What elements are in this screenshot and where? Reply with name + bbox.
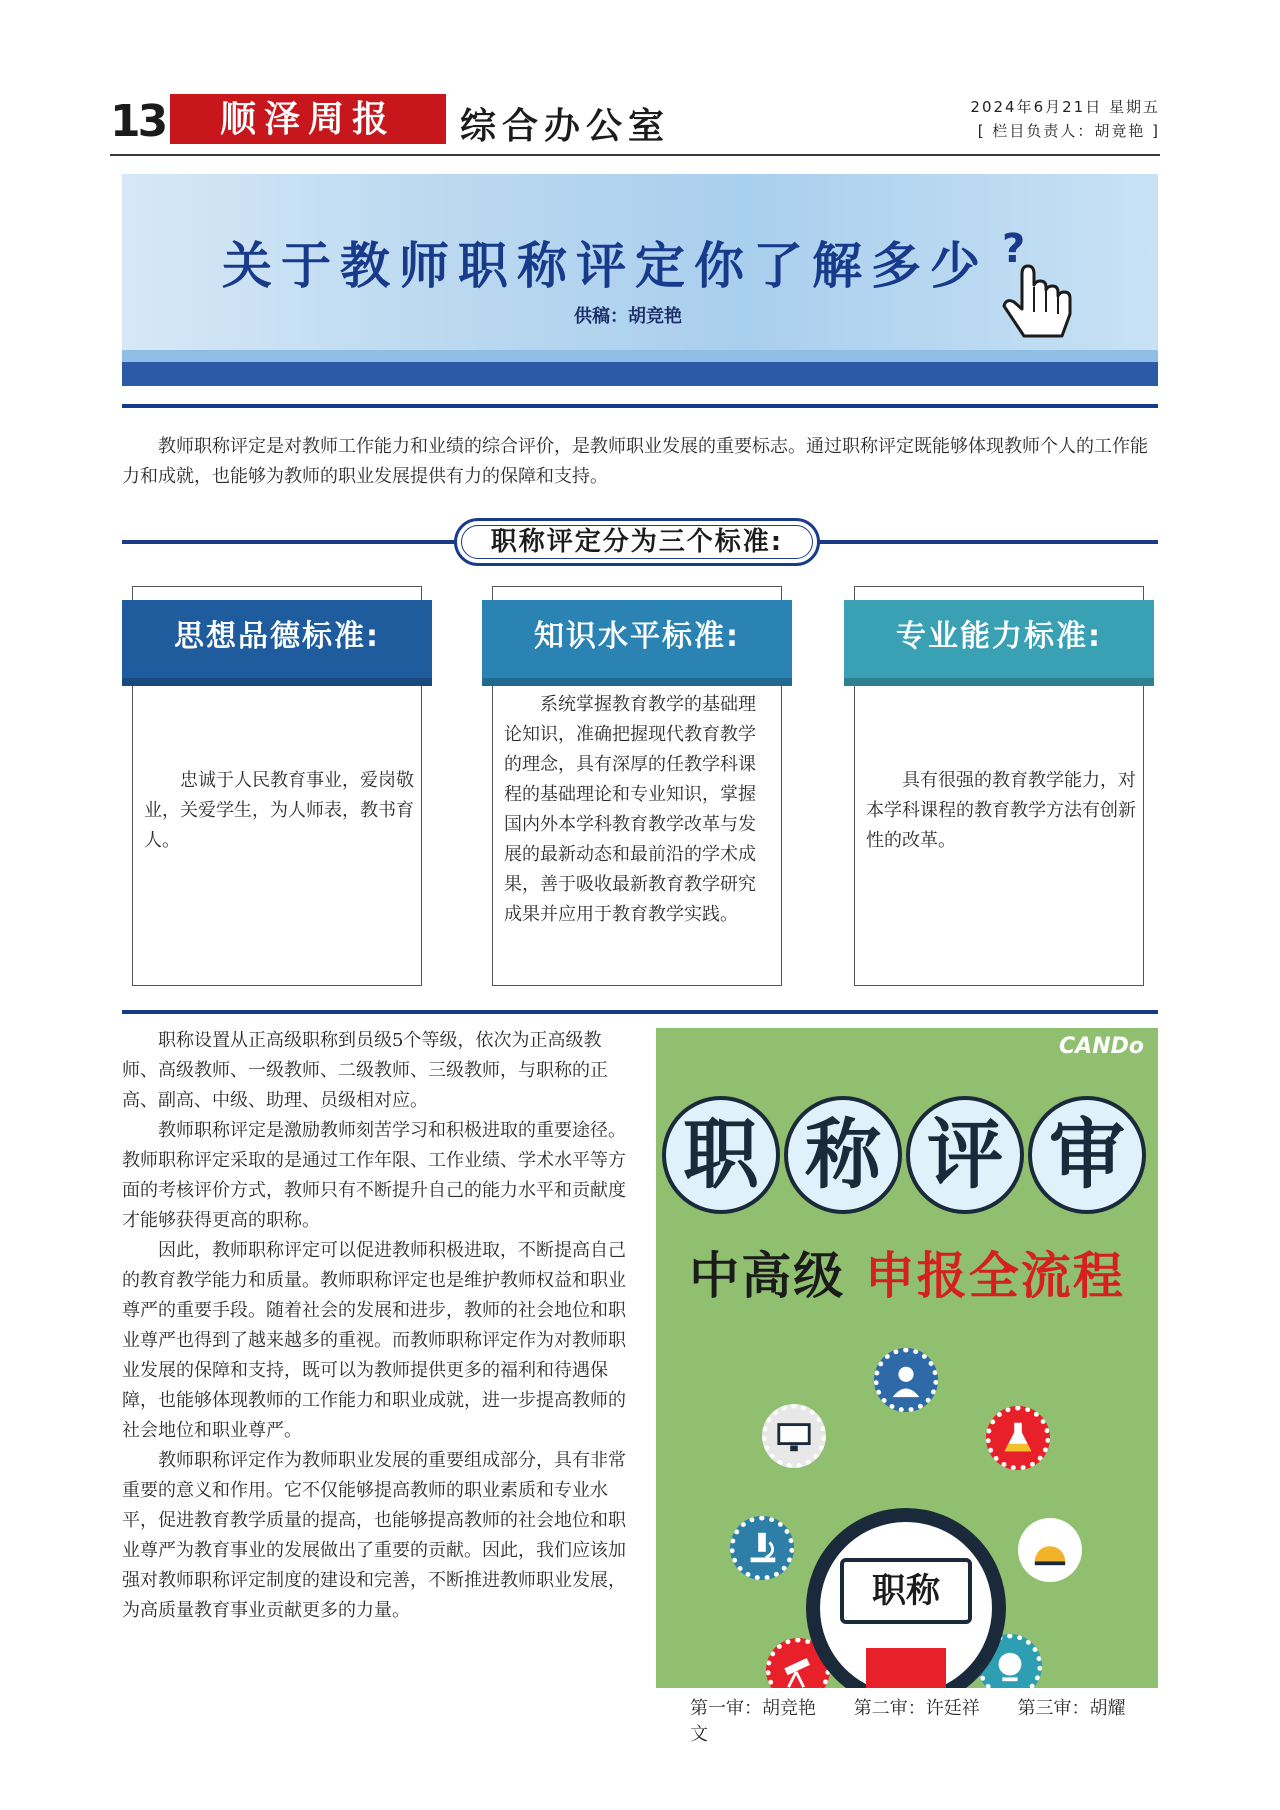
masthead — [110, 92, 1160, 154]
card-heading: 思想品德标准: — [122, 600, 432, 678]
card-heading: 专业能力标准: — [844, 600, 1154, 678]
poster-title — [662, 1096, 1152, 1216]
article-banner — [122, 174, 1158, 386]
article-body — [122, 1026, 628, 1626]
poster-char: 评 — [927, 1110, 1003, 1199]
section-name: 综合办公室 — [460, 106, 671, 147]
poster-book-label: 职称 — [840, 1558, 972, 1624]
pointing-hand-icon — [992, 254, 1092, 354]
monitor-icon — [762, 1404, 826, 1468]
issue-date: 2024年6月21日 星期五 — [970, 98, 1160, 116]
standard-card-morality — [122, 586, 417, 986]
poster-char: 称 — [805, 1110, 881, 1199]
card-body: 忠诚于人民教育事业，爱岗敬业，关爱学生，为人师表，教书育人。 — [144, 770, 414, 851]
article-credit: 供稿：胡竞艳 — [574, 306, 682, 327]
first-review: 第一审：胡竞艳 — [690, 1698, 816, 1719]
card-body: 系统掌握教育教学的基础理论知识，准确把握现代教育教学的理念，具有深厚的任教学科课程的基础理论和专业知识，掌握国内外本学科教育教学改革与发展的最新动态和最前沿的学术成果，善于吸收最新教育教学研究成果并应用于教育教学实践。 — [504, 694, 756, 925]
page-number: 13 — [110, 96, 166, 147]
poster-char-circle — [1028, 1096, 1146, 1214]
newspaper-brand: 顺泽周报 — [170, 94, 446, 144]
poster-logo: CANDo — [1059, 1034, 1144, 1059]
article-paragraph: 因此，教师职称评定可以促进教师积极进取，不断提高自己的教育教学能力和质量。教师职称评定也是维护教师权益和职业尊严的重要手段。随着社会的发展和进步，教师的社会地位和职业尊严也得到了越来越多的重视。而教师职称评定作为对教师职业发展的保障和支持，既可以为教师提供更多的福利和待遇保障，也能够体现教师的工作能力和职业成就，进一步提高教师的社会地位和职业尊严。 — [122, 1240, 626, 1441]
poster-subtitle-red: 申报全流程 — [864, 1247, 1125, 1305]
microscope-icon — [730, 1516, 794, 1580]
poster-char: 审 — [1049, 1110, 1125, 1199]
article-title: 关于教师职称评定你了解多少 — [222, 237, 989, 295]
standard-card-ability — [844, 586, 1139, 986]
cards-rule — [122, 1010, 1158, 1014]
column-editor: [ 栏目负责人：胡竟艳 ] — [977, 122, 1160, 140]
third-review: 第三审：胡耀文 — [690, 1698, 1126, 1745]
poster-subtitle — [656, 1236, 1158, 1308]
banner-rule — [122, 404, 1158, 408]
second-review: 第二审：许廷祥 — [853, 1698, 980, 1719]
question-mark: ? — [1002, 226, 1026, 272]
title-review-poster — [656, 1028, 1158, 1688]
banner-stripe-dark — [122, 362, 1158, 386]
masthead-rule — [110, 154, 1160, 156]
section-heading-pill — [454, 518, 820, 566]
article-paragraph: 职称设置从正高级职称到员级5个等级，依次为正高级教师、高级教师、一级教师、二级教师、三级教师，与职称的正高、副高、中级、助理、员级相对应。 — [122, 1030, 608, 1111]
flask-icon — [986, 1406, 1050, 1470]
poster-char-circle — [662, 1096, 780, 1214]
ruler-protractor-icon — [1018, 1518, 1082, 1582]
section-heading: 职称评定分为三个标准: — [490, 527, 784, 557]
article-paragraph: 教师职称评定是激励教师刻苦学习和积极进取的重要途径。教师职称评定采取的是通过工作年限、工作业绩、学术水平等方面的考核评价方式，教师只有不断提升自己的能力水平和贡献度才能够获得更高的职称。 — [122, 1120, 626, 1231]
card-heading: 知识水平标准: — [482, 600, 792, 678]
card-body: 具有很强的教育教学能力，对本学科课程的教育教学方法有创新性的改革。 — [866, 770, 1136, 851]
intro-paragraph: 教师职称评定是对教师工作能力和业绩的综合评价，是教师职业发展的重要标志。通过职称评定既能够体现教师个人的工作能力和成就，也能够为教师的职业发展提供有力的保障和支持。 — [122, 436, 1148, 487]
article-paragraph: 教师职称评定作为教师职业发展的重要组成部分，具有非常重要的意义和作用。它不仅能够提高教师的职业素质和专业水平，促进教育教学质量的提高，也能够提高教师的社会地位和职业尊严为教育事业的发展做出了重要的贡献。因此，我们应该加强对教师职称评定制度的建设和完善，不断推进教师职业发展，为高质量教育事业贡献更多的力量。 — [122, 1450, 626, 1621]
review-credits — [690, 1694, 1160, 1746]
standard-card-knowledge — [482, 586, 777, 986]
poster-subtitle-dark: 中高级 — [689, 1247, 846, 1305]
teacher-icon — [874, 1348, 938, 1412]
poster-char-circle — [906, 1096, 1024, 1214]
poster-char-circle — [784, 1096, 902, 1214]
poster-char: 职 — [683, 1110, 759, 1199]
magnifier-handle — [866, 1648, 946, 1688]
